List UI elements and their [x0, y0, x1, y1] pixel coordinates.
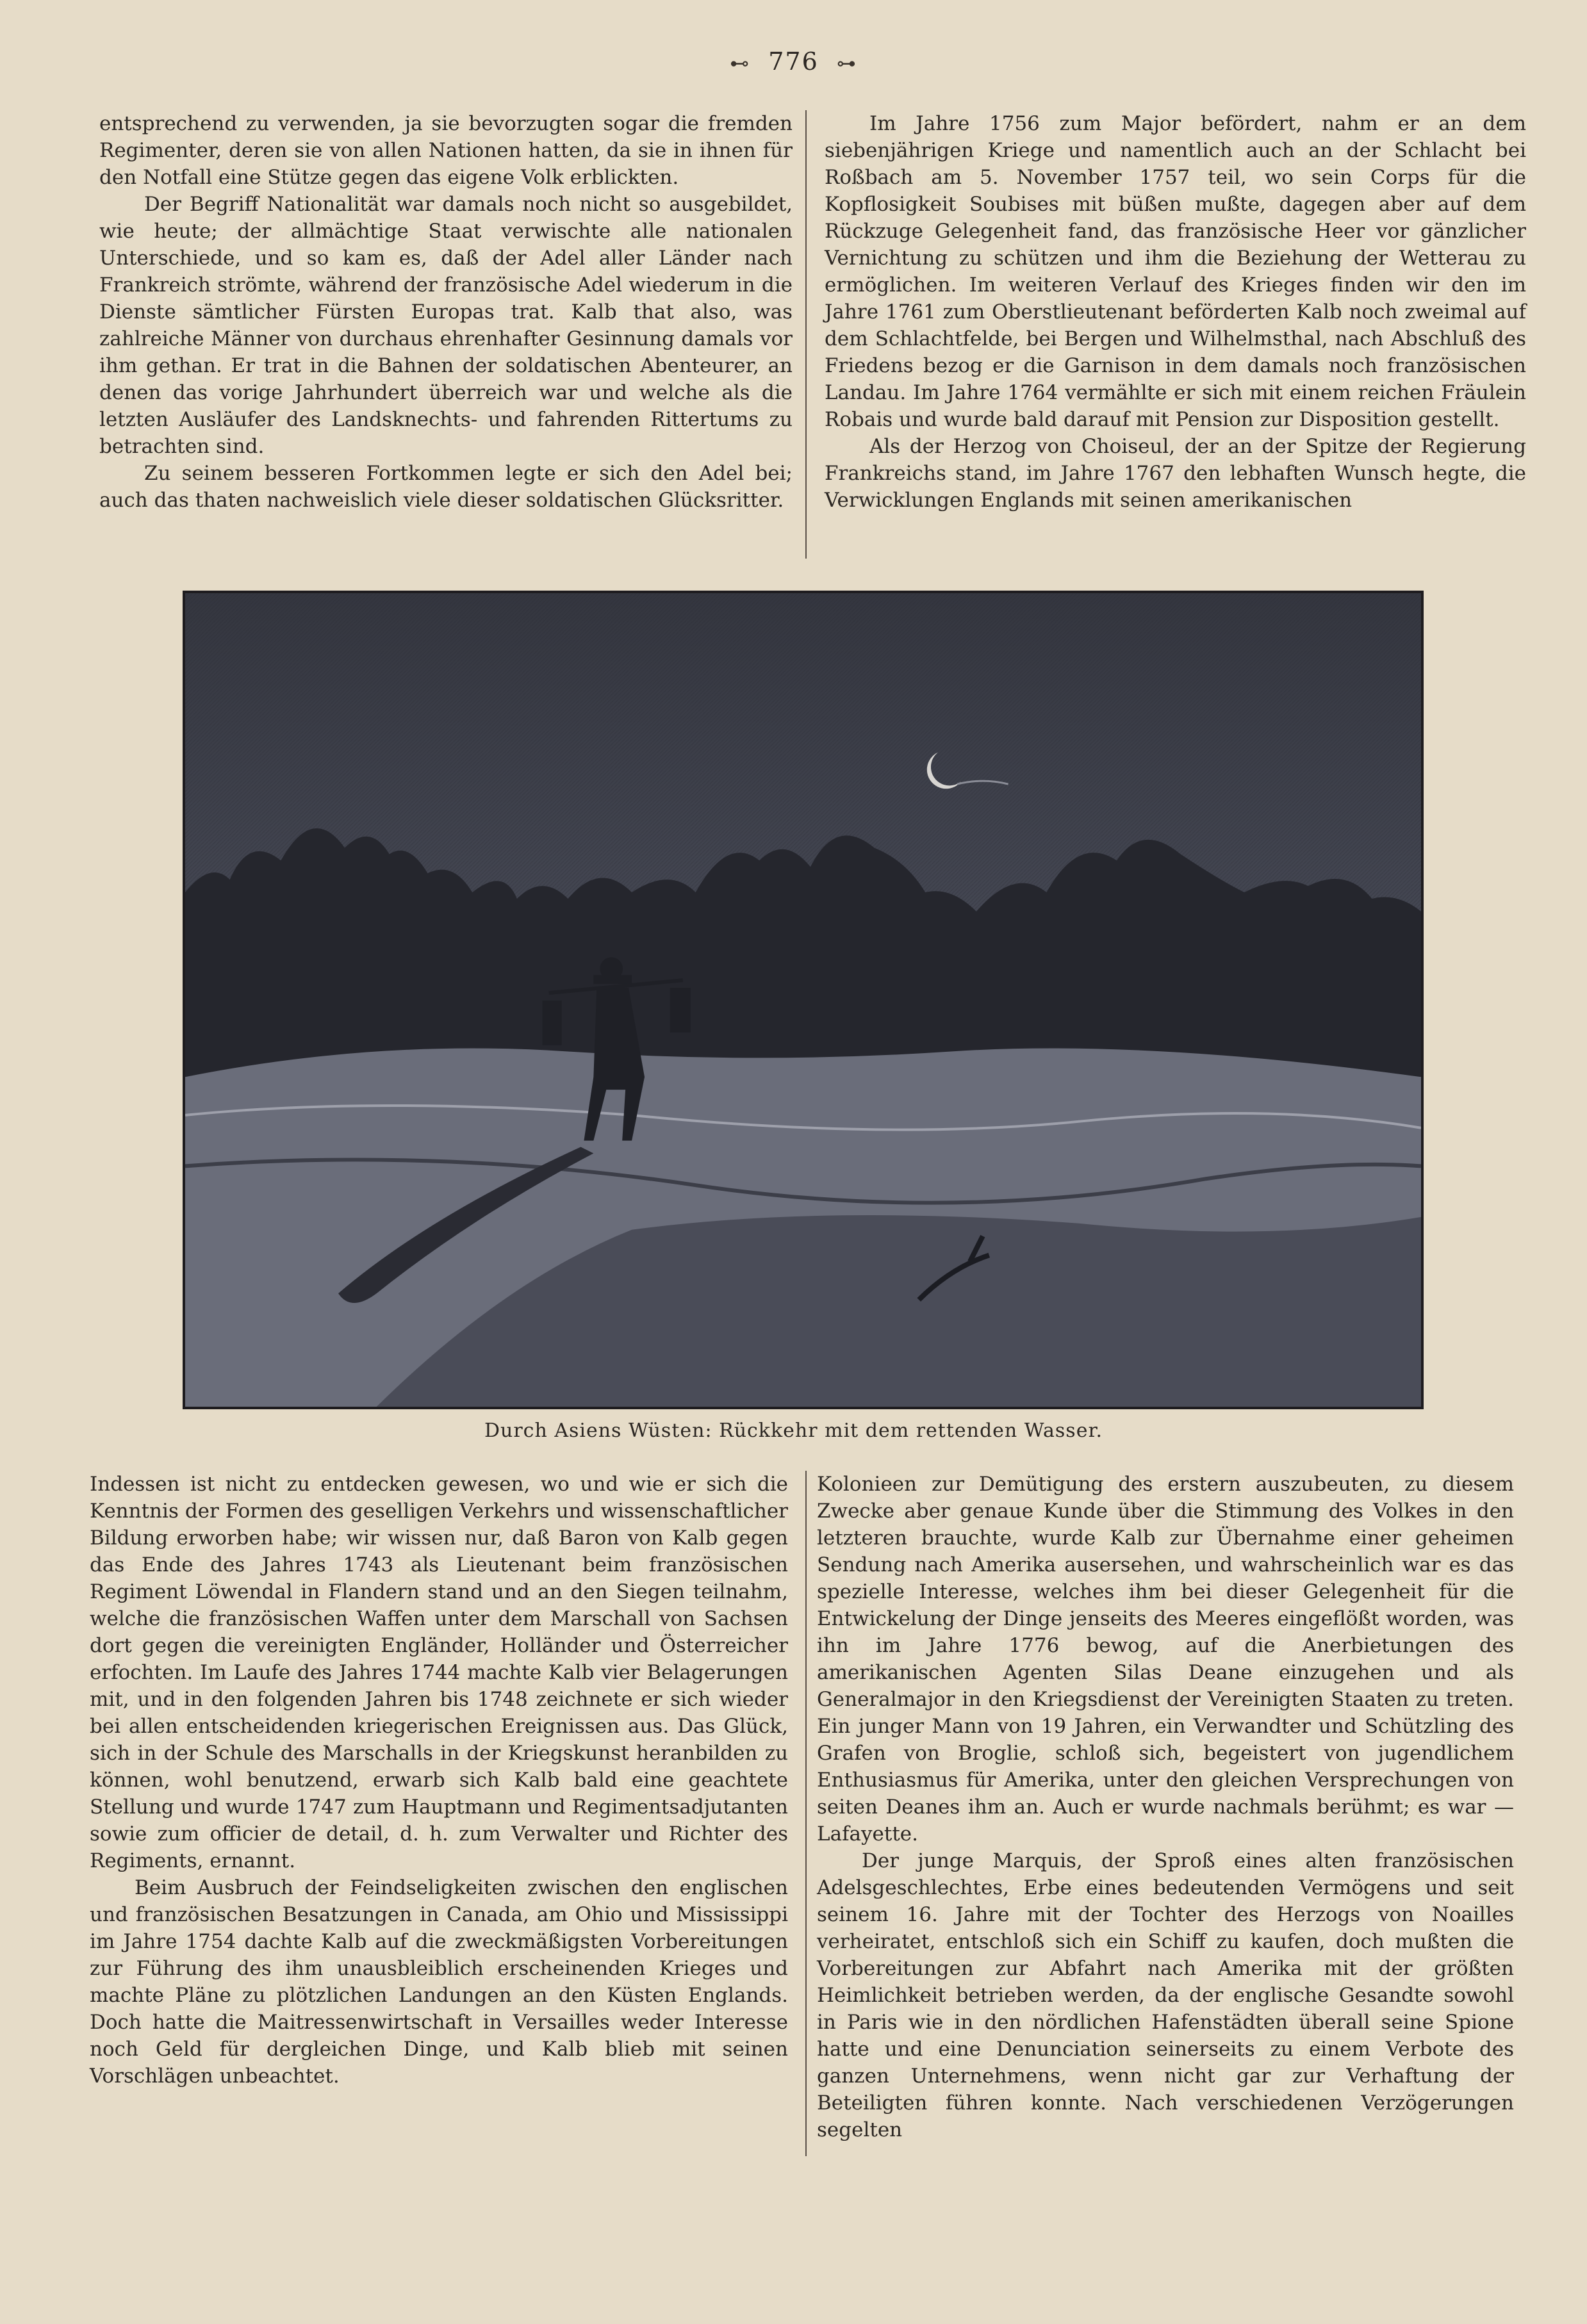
page-number: 776: [768, 47, 819, 76]
page-header: [0, 47, 1587, 76]
column-divider-bottom: [805, 1471, 807, 2156]
paragraph: entsprechend zu verwenden, ja sie bevorzugten sogar die fremden Regimenter, deren sie von allen Nationen hatten, da sie in ihnen für den Notfall eine Stütze gegen das eigene Volk erblickten.: [99, 112, 793, 189]
paragraph: Kolonieen zur Demütigung des erstern auszubeuten, zu diesem Zwecke aber genaue Kunde über die Stimmung des Volkes in den letzteren brauchte, wurde Kalb zur Übernahme einer geheimen Sendung nach Amerika ausersehen, und wahrscheinlich war es das spezielle Interesse, welches ihm bei dieser Gelegenheit für die Entwickelung der Dinge jenseits des Meeres eingeflößt worden, was ihn im Jahre 1776 bewog, auf die Anerbietungen des amerikanischen Agenten Silas Deane einzugehen und als Generalmajor in den Kriegsdienst der Vereinigten Staaten zu treten. Ein junger Mann von 19 Jahren, ein Verwandter und Schützling des Grafen von Broglie, schloß sich, begeistert von jugendlichem Enthusiasmus für Amerika, unter den gleichen Versprechungen von seiten Deanes ihm an. Auch er wurde nachmals berühmt; es war — Lafayette.: [817, 1473, 1514, 1845]
paragraph: Indessen ist nicht zu entdecken gewesen, wo und wie er sich die Kenntnis der Formen des geselligen Verkehrs und wissenschaftlicher Bildung erworben habe; wir wissen nur, daß Baron von Kalb gegen das Ende des Jahres 1743 als Lieutenant beim französischen Regiment Löwendal in Flandern stand und an den Siegen teilnahm, welche die französischen Waffen unter dem Marschall von Sachsen dort gegen die vereinigten Engländer, Holländer und Österreicher erfochten. Im Laufe des Jahres 1744 machte Kalb vier Belagerungen mit, und in den folgenden Jahren bis 1748 zeichnete er sich wieder bei allen entscheidenden kriegerischen Ereignissen aus. Das Glück, sich in der Schule des Marschalls in der Kriegskunst heranbilden zu können, wohl benutzend, erwarb sich Kalb bald eine geachtete Stellung und wurde 1747 zum Hauptmann und Regimentsadjutanten sowie zum officier de detail, d. h. zum Verwalter und Richter des Regiments, ernannt.: [90, 1473, 788, 1872]
right-ornament-icon: ⊶: [836, 53, 857, 75]
engraving-image: [185, 593, 1421, 1407]
top-right-column: [825, 110, 1526, 514]
bottom-left-column: [90, 1471, 788, 2090]
top-left-column: [99, 110, 793, 514]
paragraph: Der junge Marquis, der Sproß eines alten französischen Adelsgeschlechtes, Erbe eines bedeutenden Vermögens und seit seinem 16. Jahre mit der Tochter des Herzogs von Noailles verheiratet, entschloß sich ein Schiff zu kaufen, doch mußten die Vorbereitungen zur Abfahrt nach Amerika mit der größten Heimlichkeit betrieben werden, da der englische Gesandte sowohl in Paris wie in den nördlichen Hafenstädten überall seine Spione hatte und eine Denunciation seinerseits zu einem Verbote des ganzen Unternehmens, wenn nicht gar zur Verhaftung der Beteiligten führen konnte. Nach verschiedenen Verzögerungen segelten: [817, 1849, 1514, 2141]
left-ornament-icon: ⊷: [730, 53, 751, 75]
paragraph: Als der Herzog von Choiseul, der an der Spitze der Regierung Frankreichs stand, im Jahre 1767 den lebhaften Wunsch hegte, die Verwicklungen Englands mit seinen amerikanischen: [825, 435, 1526, 512]
paragraph: Zu seinem besseren Fortkommen legte er sich den Adel bei; auch das thaten nachweislich viele dieser soldatischen Glücksritter.: [99, 462, 793, 512]
bottom-right-column: [817, 1471, 1514, 2143]
paragraph: Im Jahre 1756 zum Major befördert, nahm er an dem siebenjährigen Kriege und namentlich auch an der Schlacht bei Roßbach am 5. November 1757 teil, wo sein Corps für die Kopflosigkeit Soubises mit büßen mußte, dagegen aber auf dem Rückzuge Gelegenheit fand, das französische Heer vor gänzlicher Vernichtung zu schützen und ihm die Beziehung der Wetterau zu ermöglichen. Im weiteren Verlauf des Krieges finden wir den im Jahre 1761 zum Oberstlieutenant beförderten Kalb noch zweimal auf dem Schlachtfelde, bei Bergen und Wilhelmsthal, nach Abschluß des Friedens bezog er die Garnison in dem damals noch französischen Landau. Im Jahre 1764 vermählte er sich mit einem reichen Fräulein Robais und wurde bald darauf mit Pension zur Disposition gestellt.: [825, 112, 1526, 431]
paragraph: Der Begriff Nationalität war damals noch nicht so ausgebildet, wie heute; der allmächtige Staat verwischte alle nationalen Unterschiede, und so kam es, daß der Adel aller Länder nach Frankreich strömte, während der französische Adel wiederum in die Dienste sämtlicher Fürsten Europas trat. Kalb that also, was zahlreiche Männer von durchaus ehrenhafter Gesinnung damals vor ihm gethan. Er trat in die Bahnen der soldatischen Abenteurer, an denen das vorige Jahrhundert überreich war und welche als die letzten Ausläufer des Landsknechts- und fahrenden Rittertums zu betrachten sind.: [99, 193, 793, 458]
paragraph: Beim Ausbruch der Feindseligkeiten zwischen den englischen und französischen Besatzungen in Canada, am Ohio und Mississippi im Jahre 1754 dachte Kalb auf die zweckmäßigsten Vorbereitungen zur Führung des ihm unausbleiblich erscheinenden Krieges und machte Pläne zu plötzlichen Landungen an den Küsten Englands. Doch hatte die Maitressenwirtschaft in Versailles weder Interesse noch Geld für dergleichen Dinge, und Kalb blieb mit seinen Vorschlägen unbeachtet.: [90, 1876, 788, 2088]
illustration-night-desert: [183, 591, 1424, 1409]
column-divider-top: [805, 110, 807, 559]
illustration-caption: Durch Asiens Wüsten: Rückkehr mit dem rettenden Wasser.: [484, 1420, 1103, 1442]
